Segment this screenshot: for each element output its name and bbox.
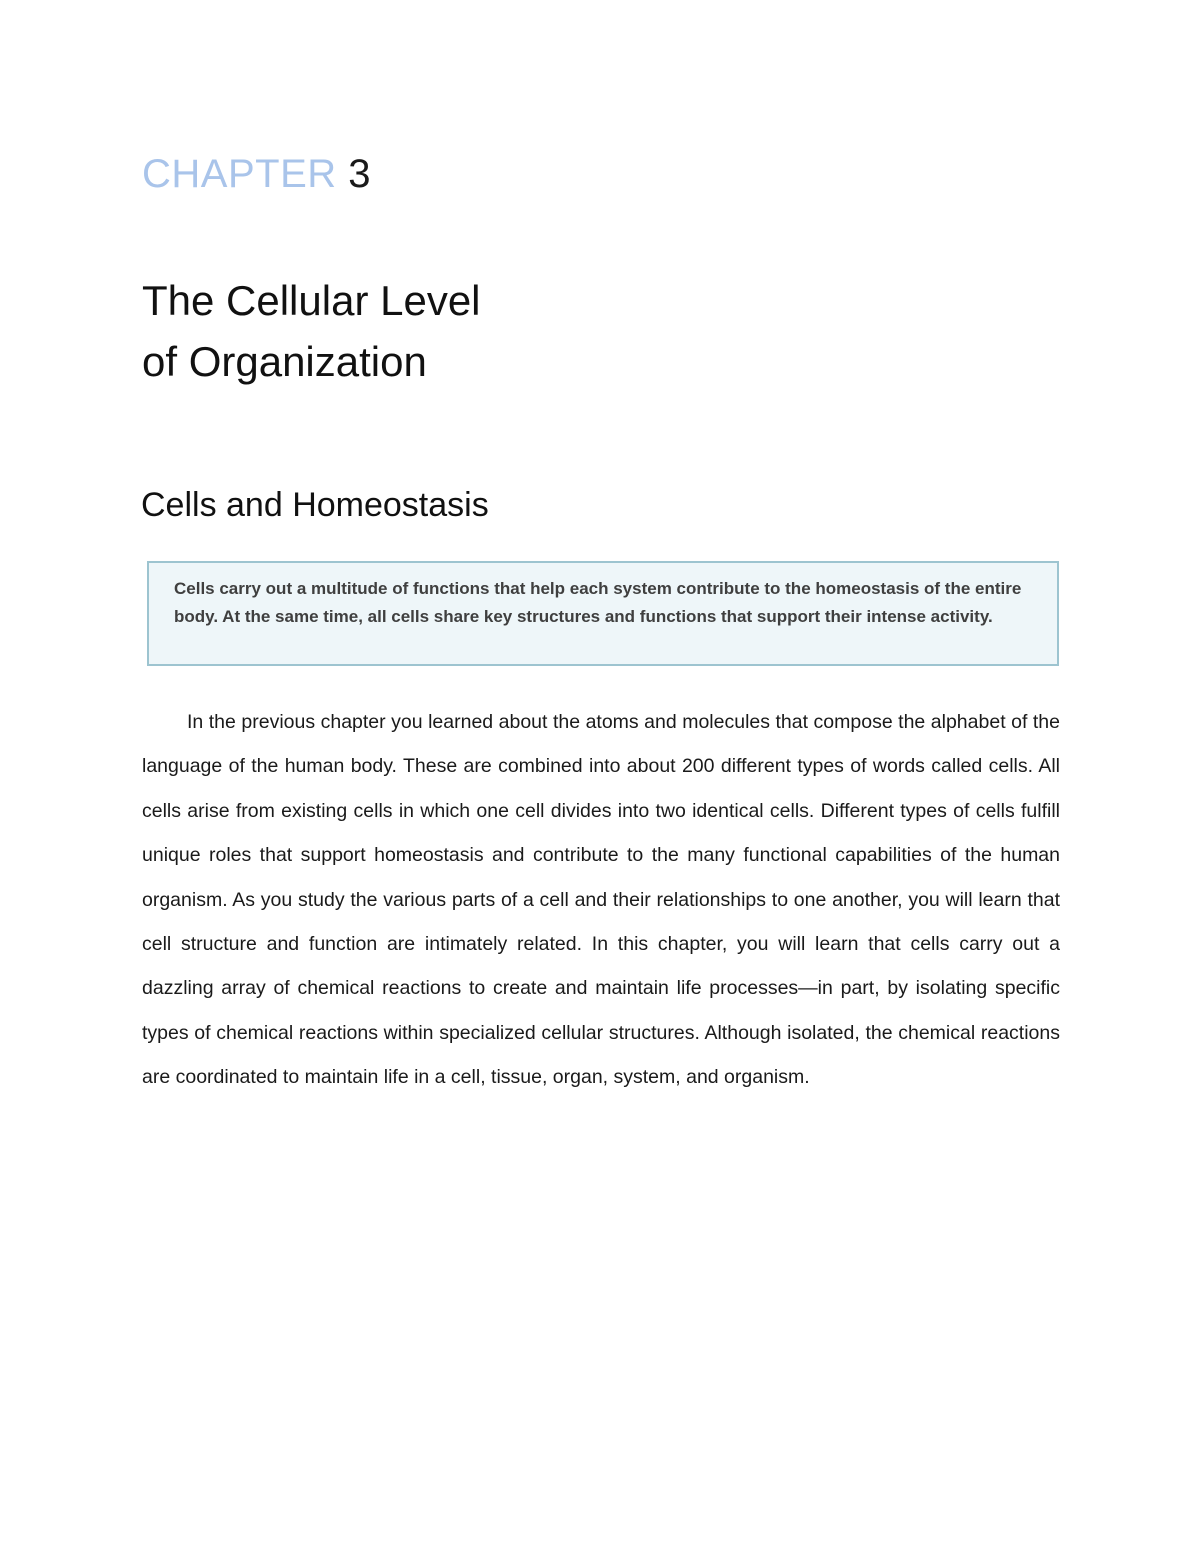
- chapter-title: [142, 270, 481, 392]
- body-paragraph: In the previous chapter you learned about the atoms and molecules that compose the alphabet of the language of the human body. These are combined into about 200 different types of words called cells. All cells arise from existing cells in which one cell divides into two identical cells. Different types of cells fulfill unique roles that support homeostasis and contribute to the many functional capabilities of the human organism. As you study the various parts of a cell and their relationships to one another, you will learn that cell structure and function are intimately related. In this chapter, you will learn that cells carry out a dazzling array of chemical reactions to create and maintain life processes—in part, by isolating specific types of chemical reactions within specialized cellular structures. Although isolated, the chemical reactions are coordinated to maintain life in a cell, tissue, organ, system, and organism.: [142, 711, 1060, 1089]
- section-heading: Cells and Homeostasis: [141, 486, 489, 524]
- chapter-word: CHAPTER: [142, 152, 337, 196]
- chapter-title-line-2: of Organization: [142, 338, 427, 385]
- summary-box: [147, 561, 1059, 666]
- chapter-label: [142, 148, 371, 200]
- summary-text: Cells carry out a multitude of functions that help each system contribute to the homeostasis of the entire body. At the same time, all cells share key structures and functions that support their intense activity.: [174, 579, 1022, 626]
- chapter-number: 3: [348, 152, 372, 196]
- chapter-title-line-1: The Cellular Level: [142, 277, 481, 324]
